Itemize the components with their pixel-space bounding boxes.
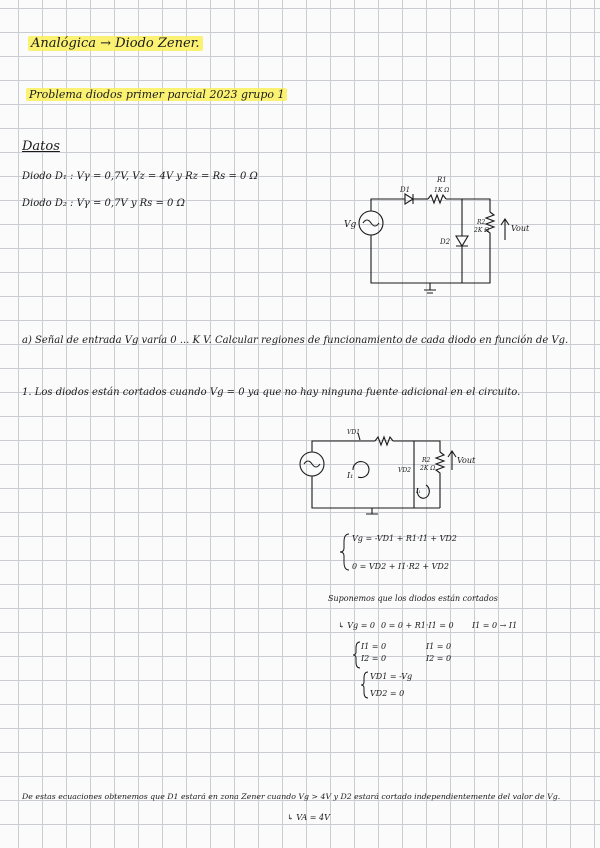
circuit2-r2-value: 2K Ω xyxy=(420,465,436,472)
circuit1-r2-value: 2K Ω xyxy=(474,227,490,234)
circuit1-vout-label: Vout xyxy=(511,224,530,233)
circuit1-r1-value: 1K Ω xyxy=(434,187,450,194)
circuit2-vout-label: Vout xyxy=(457,456,476,465)
vg-zero: ↳ Vg = 0 xyxy=(338,621,376,630)
system2-a: VD1 = -Vg xyxy=(370,672,413,681)
circuit1-r1-label: R1 xyxy=(437,176,447,184)
system1-b: I2 = 0 xyxy=(361,654,387,663)
diode-d2-spec: Diodo D₂ : Vγ = 0,7V y Rs = 0 Ω xyxy=(22,198,185,209)
system1-a: I1 = 0 xyxy=(361,642,387,651)
circuit1-source-label: Vg xyxy=(344,220,357,230)
system1-c: I1 = 0 xyxy=(426,642,452,651)
final-result: ↳ VA = 4V xyxy=(287,813,330,822)
diode-d1-spec: Diodo D₁ : Vγ = 0,7V, Vz = 4V y Rz = Rs = 0 Ω xyxy=(22,171,258,182)
page-title: Analógica → Diodo Zener. xyxy=(28,36,203,51)
conclusion-text: De estas ecuaciones obtenemos que D1 estará en zona Zener cuando Vg > 4V y D2 estará cortado independientemente del valor de Vg. xyxy=(22,792,561,801)
circuit1-r2-label: R2 xyxy=(477,219,486,226)
circuit2-i-label: I₁ xyxy=(416,488,421,495)
circuit2-vd2-label: VD2 xyxy=(398,467,411,474)
circuit1-d1-label: D1 xyxy=(400,186,411,194)
system2-b: VD2 = 0 xyxy=(370,689,405,698)
equation-1: Vg = -VD1 + R1·I1 + VD2 xyxy=(352,534,457,543)
question-a: a) Señal de entrada Vg varía 0 ... K V. Calcular regiones de funcionamiento de cada diodo en función de Vg. xyxy=(22,335,569,346)
system1-d: I2 = 0 xyxy=(426,654,452,663)
circuit2-r2-label: R2 xyxy=(422,457,431,464)
assumption-text: Suponemos que los diodos están cortados xyxy=(328,594,498,603)
step-1: 1. Los diodos están cortados cuando Vg = 0 ya que no hay ninguna fuente adicional en el circuito. xyxy=(22,387,521,398)
circuit2-vd1-label: VD1 xyxy=(347,429,360,436)
result-a: 0 = 0 + R1·I1 = 0 xyxy=(381,621,454,630)
circuit1-d2-label: D2 xyxy=(440,238,451,246)
datos-heading: Datos xyxy=(22,139,60,154)
problem-heading: Problema diodos primer parcial 2023 grupo 1 xyxy=(26,88,287,101)
equation-2: 0 = VD2 + I1·R2 + VD2 xyxy=(352,562,449,571)
circuit2-i1-label: I₁ xyxy=(347,471,354,480)
side-note: I1 = 0 → I1 xyxy=(472,621,518,630)
